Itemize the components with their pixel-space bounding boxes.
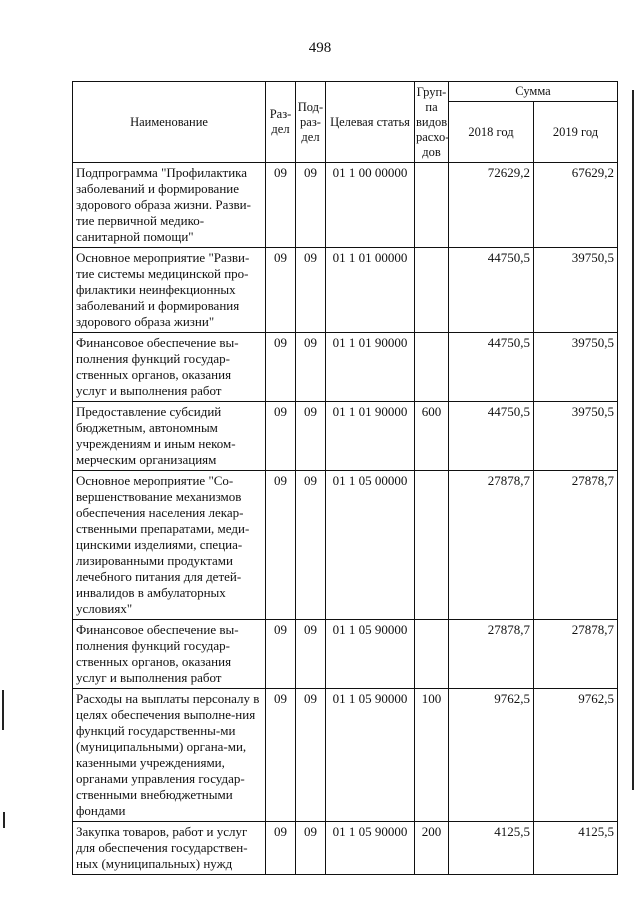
row-subsection: 09: [296, 689, 326, 822]
row-name: Основное мероприятие "Со-вершенствование механизмов обеспечения населения лекар-ственными препаратами, меди-цинскими изделиями, специа-лизированными продуктами лечебного питания для детей-инвалидов в амбулаторных условиях": [73, 471, 266, 620]
row-name: Основное мероприятие "Разви-тие системы медицинской про-филактики неинфекционных заболеваний и формирования здорового образа жизни": [73, 248, 266, 333]
row-target: 01 1 01 90000: [326, 333, 415, 402]
row-target: 01 1 05 90000: [326, 620, 415, 689]
row-sum-2019: 4125,5: [534, 822, 618, 875]
header-year-2018: 2018 год: [449, 102, 534, 163]
row-sum-2018: 27878,7: [449, 471, 534, 620]
row-subsection: 09: [296, 471, 326, 620]
row-subsection: 09: [296, 333, 326, 402]
row-name: Расходы на выплаты персоналу в целях обеспечения выполне-ния функций государственны-ми (муниципальными) органа-ми, казенными учреждениями, органами управления государ-ственными внебюджетными фондами: [73, 689, 266, 822]
header-section: Раз-дел: [266, 82, 296, 163]
row-group: [415, 620, 449, 689]
row-target: 01 1 05 90000: [326, 689, 415, 822]
row-subsection: 09: [296, 620, 326, 689]
row-sum-2018: 27878,7: [449, 620, 534, 689]
header-sum: Сумма: [449, 82, 618, 102]
row-target: 01 1 05 90000: [326, 822, 415, 875]
row-sum-2018: 44750,5: [449, 248, 534, 333]
table-row: [73, 248, 618, 333]
row-section: 09: [266, 620, 296, 689]
row-section: 09: [266, 689, 296, 822]
row-subsection: 09: [296, 248, 326, 333]
row-sum-2018: 72629,2: [449, 163, 534, 248]
row-group: [415, 471, 449, 620]
row-sum-2019: 9762,5: [534, 689, 618, 822]
row-group: [415, 248, 449, 333]
table-row: [73, 689, 618, 822]
row-name: Финансовое обеспечение вы-полнения функций государ-ственных органов, оказания услуг и выполнения работ: [73, 620, 266, 689]
table-row: [73, 333, 618, 402]
row-group: 200: [415, 822, 449, 875]
row-section: 09: [266, 163, 296, 248]
table-row: [73, 402, 618, 471]
row-group: [415, 163, 449, 248]
row-sum-2019: 39750,5: [534, 248, 618, 333]
scan-edge-mark: [3, 812, 5, 828]
row-name: Предоставление субсидий бюджетным, автономным учреждениям и иным неком-мерческим организациям: [73, 402, 266, 471]
row-sum-2019: 27878,7: [534, 471, 618, 620]
row-name: Закупка товаров, работ и услуг для обеспечения государствен-ных (муниципальных) нужд: [73, 822, 266, 875]
table-body: [73, 163, 618, 875]
scan-edge-mark: [632, 90, 634, 790]
row-sum-2018: 4125,5: [449, 822, 534, 875]
row-sum-2019: 67629,2: [534, 163, 618, 248]
table-row: [73, 163, 618, 248]
row-section: 09: [266, 822, 296, 875]
row-name: Подпрограмма "Профилактика заболеваний и формирование здорового образа жизни. Разви-тие первичной медико-санитарной помощи": [73, 163, 266, 248]
row-sum-2018: 44750,5: [449, 402, 534, 471]
budget-table: [72, 81, 618, 875]
row-section: 09: [266, 248, 296, 333]
table-row: [73, 471, 618, 620]
header-year-2019: 2019 год: [534, 102, 618, 163]
scan-edge-mark: [2, 690, 4, 730]
row-target: 01 1 00 00000: [326, 163, 415, 248]
row-target: 01 1 01 00000: [326, 248, 415, 333]
header-name: Наименование: [73, 82, 266, 163]
row-target: 01 1 01 90000: [326, 402, 415, 471]
table-row: [73, 620, 618, 689]
row-group: 100: [415, 689, 449, 822]
row-sum-2018: 9762,5: [449, 689, 534, 822]
table-header: [73, 82, 618, 163]
row-target: 01 1 05 00000: [326, 471, 415, 620]
row-section: 09: [266, 471, 296, 620]
row-sum-2019: 39750,5: [534, 402, 618, 471]
row-section: 09: [266, 402, 296, 471]
table-row: [73, 822, 618, 875]
row-subsection: 09: [296, 163, 326, 248]
header-target: Целевая статья: [326, 82, 415, 163]
row-name: Финансовое обеспечение вы-полнения функций государ-ственных органов, оказания услуг и выполнения работ: [73, 333, 266, 402]
header-group: Груп-па видов расхо-дов: [415, 82, 449, 163]
row-group: 600: [415, 402, 449, 471]
row-sum-2018: 44750,5: [449, 333, 534, 402]
row-sum-2019: 27878,7: [534, 620, 618, 689]
header-subsection: Под-раз-дел: [296, 82, 326, 163]
row-subsection: 09: [296, 822, 326, 875]
row-section: 09: [266, 333, 296, 402]
row-group: [415, 333, 449, 402]
row-subsection: 09: [296, 402, 326, 471]
row-sum-2019: 39750,5: [534, 333, 618, 402]
page-number: 498: [308, 40, 332, 56]
